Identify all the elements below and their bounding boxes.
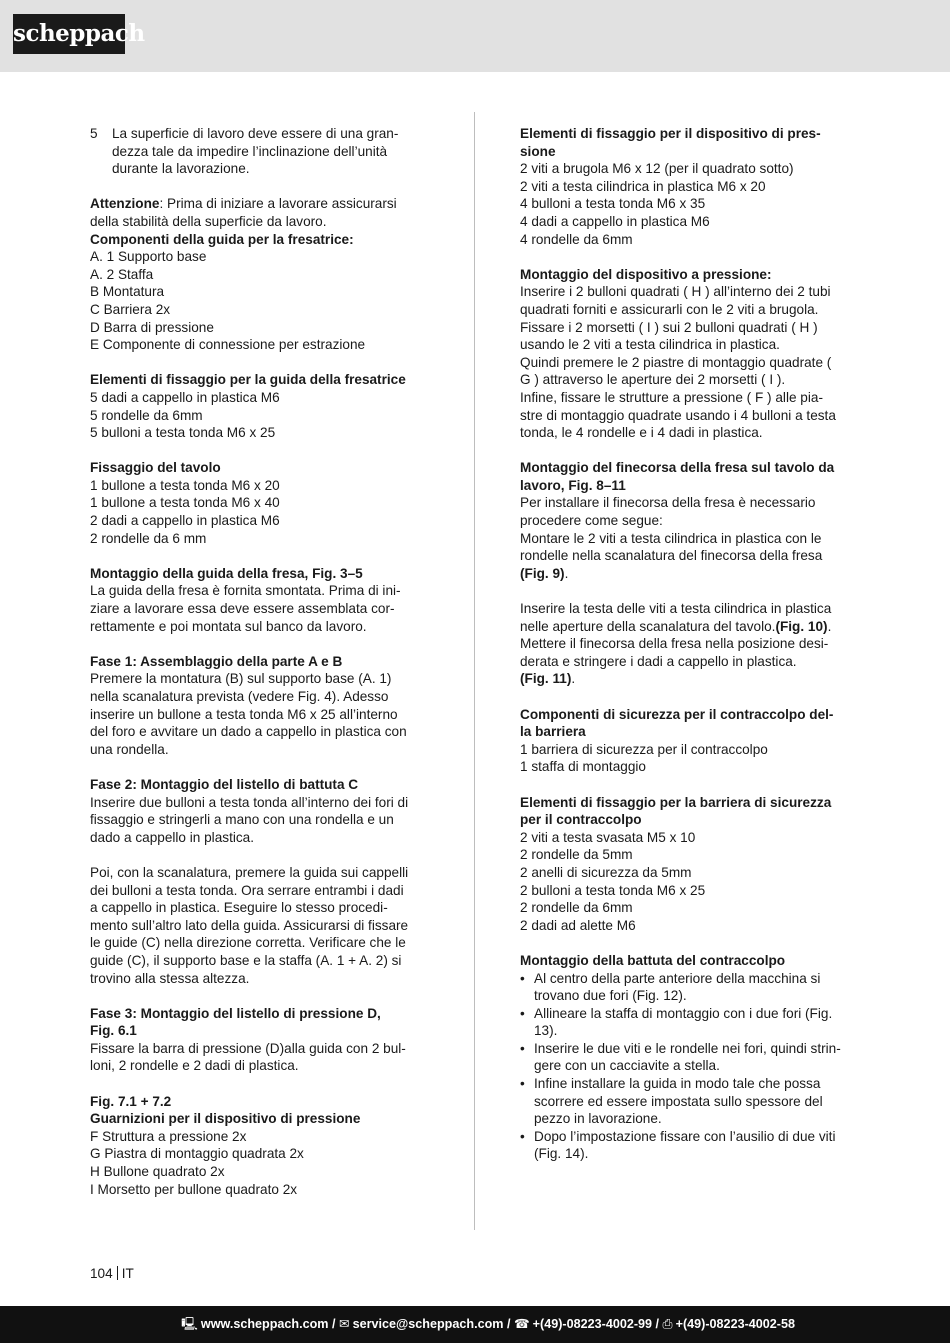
- kickback-mount-section: [520, 952, 860, 1163]
- fig-ref: (Fig. 10): [775, 618, 828, 634]
- text-line: ziare a lavorare essa deve essere assemblata cor-: [90, 601, 395, 617]
- fixing-pressure-section: [520, 125, 860, 248]
- text-line: Inserire la testa delle viti a testa cilindrica in plastica: [520, 601, 832, 617]
- period: .: [564, 565, 569, 581]
- envelope-icon: ✉: [339, 1317, 350, 1331]
- bullet-icon: •: [520, 1005, 525, 1021]
- page-number: [90, 1265, 134, 1283]
- fax-number: +(49)-08223-4002-58: [675, 1317, 795, 1331]
- list-item: D Barra di pressione: [90, 319, 214, 335]
- bullet-item: [520, 1005, 860, 1040]
- kickback-components-section: [520, 706, 860, 776]
- text-line: La guida della fresa è fornita smontata. Prima di ini-: [90, 583, 401, 599]
- list-item: 2 rondelle da 5mm: [520, 847, 633, 863]
- text-line: pezzo in lavorazione.: [534, 1111, 662, 1127]
- right-column: [520, 125, 860, 1163]
- text-line: loni, 2 rondelle e 2 dadi di plastica.: [90, 1058, 299, 1074]
- bullet-item: [520, 1040, 860, 1075]
- text-line: durante la lavorazione.: [112, 161, 250, 177]
- text-line: Dopo l’impostazione fissare con l’ausilio di due viti: [534, 1128, 836, 1144]
- scheppach-logo: scheppach: [13, 14, 125, 54]
- list-item: 2 dadi a cappello in plastica M6: [90, 513, 280, 529]
- list-item: 2 viti a testa cilindrica in plastica M6 x 20: [520, 178, 766, 194]
- attention-label: Attenzione: [90, 196, 160, 212]
- text-line: Inserire due bulloni a testa tonda all’interno dei fori di: [90, 794, 409, 810]
- text-segment: nelle aperture della scanalatura del tavolo.: [520, 618, 776, 634]
- list-item: H Bullone quadrato 2x: [90, 1164, 225, 1180]
- text-line: Per installare il finecorsa della fresa è necessario: [520, 495, 816, 511]
- list-item: B Montatura: [90, 284, 165, 300]
- text-line: usando le 2 viti a testa cilindrica in plastica.: [520, 337, 780, 353]
- fixing-guide-section: [90, 371, 430, 441]
- list-item: E Componente di connessione per estrazione: [90, 337, 366, 353]
- text-line: [520, 670, 860, 688]
- list-item: G Piastra di montaggio quadrata 2x: [90, 1146, 304, 1162]
- text-line: scorrere ed essere impostata sullo spessore del: [534, 1093, 823, 1109]
- text-line: Mettere il finecorsa della fresa nella posizione desi-: [520, 636, 829, 652]
- list-item: 4 rondelle da 6mm: [520, 231, 633, 247]
- text-line: Inserire i 2 bulloni quadrati ( H ) all’interno dei 2 tubi: [520, 284, 831, 300]
- list-item: 1 bullone a testa tonda M6 x 40: [90, 495, 280, 511]
- list-item: 5 bulloni a testa tonda M6 x 25: [90, 425, 276, 441]
- bullet-item: [520, 1128, 860, 1163]
- attention-text: : Prima di iniziare a lavorare assicurarsi: [159, 196, 397, 212]
- section-heading: Montaggio del finecorsa della fresa sul tavolo da: [520, 460, 835, 476]
- text-line: [520, 618, 860, 636]
- section-heading: lavoro, Fig. 8–11: [520, 477, 626, 493]
- list-item: 2 rondelle da 6mm: [520, 900, 633, 916]
- list-item: 4 dadi a cappello in plastica M6: [520, 213, 710, 229]
- bullet-list: [520, 970, 860, 1164]
- list-item: 5 dadi a cappello in plastica M6: [90, 389, 280, 405]
- list-item: 2 bulloni a testa tonda M6 x 25: [520, 882, 706, 898]
- text-line: [520, 565, 860, 583]
- bullet-icon: •: [520, 1128, 525, 1144]
- text-line: Infine, fissare le strutture a pressione ( F ) alle pia-: [520, 389, 823, 405]
- text-line: Inserire le due viti e le rondelle nei fori, quindi strin-: [534, 1040, 841, 1056]
- section-heading: Componenti della guida per la fresatrice:: [90, 231, 354, 247]
- section-heading: Montaggio della battuta del contraccolpo: [520, 952, 786, 968]
- list-item: 2 rondelle da 6 mm: [90, 530, 207, 546]
- text-line: Fissare la barra di pressione (D)alla guida con 2 bul-: [90, 1040, 406, 1056]
- list-item: C Barriera 2x: [90, 301, 171, 317]
- text-line: inserire un bullone a testa tonda M6 x 25 all’interno: [90, 706, 398, 722]
- list-item: A. 1 Supporto base: [90, 249, 207, 265]
- section-heading: Guarnizioni per il dispositivo di pressione: [90, 1111, 361, 1127]
- fig-ref: (Fig. 11): [520, 671, 572, 687]
- phone-number: +(49)-08223-4002-99 /: [532, 1317, 660, 1331]
- list-item: 2 viti a brugola M6 x 12 (per il quadrato sotto): [520, 161, 794, 177]
- text-line: rondelle nella scanalatura del finecorsa della fresa: [520, 548, 823, 564]
- list-item: 2 viti a testa svasata M5 x 10: [520, 829, 696, 845]
- numbered-item-5: [90, 125, 430, 178]
- column-divider: [474, 112, 475, 1230]
- footer-contact: [181, 1306, 795, 1343]
- section-heading: Componenti di sicurezza per il contraccolpo del-: [520, 706, 834, 722]
- section-heading: sione: [520, 143, 556, 159]
- text-line: una rondella.: [90, 741, 169, 757]
- language-code: IT: [121, 1266, 134, 1281]
- email-link[interactable]: service@scheppach.com /: [352, 1317, 511, 1331]
- period: .: [827, 618, 832, 634]
- website-link[interactable]: www.scheppach.com /: [200, 1317, 336, 1331]
- section-heading: per il contraccolpo: [520, 812, 642, 828]
- text-line: quadrati forniti e assicurarli con le 2 viti a brugola.: [520, 301, 819, 317]
- section-heading: Fase 2: Montaggio del listello di battuta C: [90, 776, 359, 792]
- kickback-fixing-section: [520, 794, 860, 935]
- text-line: Montare le 2 viti a testa cilindrica in plastica con le: [520, 530, 822, 546]
- list-item: 2 anelli di sicurezza da 5mm: [520, 864, 692, 880]
- text-line: derata e stringere i dadi a cappello in plastica.: [520, 653, 797, 669]
- section-heading: Fase 1: Assemblaggio della parte A e B: [90, 653, 343, 669]
- text-line: del foro e avvitare un dado a cappello in plastica con: [90, 724, 407, 740]
- list-item: 2 dadi ad alette M6: [520, 917, 636, 933]
- text-line: 13).: [534, 1023, 558, 1039]
- section-heading: Montaggio del dispositivo a pressione:: [520, 266, 772, 282]
- fig7-section: [90, 1093, 430, 1199]
- text-line: a cappello in plastica. Eseguire lo stesso procedi-: [90, 900, 388, 916]
- text-line: nella scanalatura prevista (vedere Fig. 4). Adesso: [90, 689, 389, 704]
- list-item: 5 rondelle da 6mm: [90, 407, 203, 423]
- section-heading: Fase 3: Montaggio del listello di pressione D,: [90, 1005, 381, 1021]
- text-line: La superficie di lavoro deve essere di una gran-: [112, 126, 399, 141]
- mount-pressure-section: [520, 266, 860, 442]
- section-heading: la barriera: [520, 724, 586, 740]
- list-item: 1 staffa di montaggio: [520, 759, 646, 775]
- bullet-item: [520, 970, 860, 1005]
- text-line: Poi, con la scanalatura, premere la guida sui cappelli: [90, 864, 409, 880]
- text-line: guide (C), il supporto base e la staffa (A. 1 + A. 2) si: [90, 952, 402, 968]
- text-line: trovino alla stessa altezza.: [90, 970, 250, 986]
- text-line: Quindi premere le 2 piastre di montaggio quadrate (: [520, 354, 832, 370]
- page-number-value: 104: [90, 1266, 113, 1281]
- text-line: gere con un cacciavite a stella.: [534, 1058, 720, 1074]
- text-line: dei bulloni a testa tonda. Ora serrare entrambi i dadi: [90, 882, 404, 898]
- text-line: mento sull’altro lato della guida. Assicurarsi di fissare: [90, 917, 409, 933]
- page-footer: [0, 1306, 950, 1343]
- bullet-icon: •: [520, 1040, 525, 1056]
- bullet-icon: •: [520, 1076, 525, 1092]
- text-line: Allineare la staffa di montaggio con i due fori (Fig.: [534, 1005, 833, 1021]
- text-line: le guide (C) nella direzione corretta. Verificare che le: [90, 935, 406, 951]
- components-section: [90, 231, 430, 354]
- text-line: (Fig. 14).: [534, 1146, 589, 1162]
- text-line: trovano due fori (Fig. 12).: [534, 988, 687, 1004]
- computer-icon: 🖳: [181, 1317, 198, 1331]
- left-column: [90, 125, 430, 1198]
- text-line: Premere la montatura (B) sul supporto base (A. 1): [90, 671, 392, 687]
- section-heading: Fig. 7.1 + 7.2: [90, 1093, 172, 1109]
- section-heading: Fissaggio del tavolo: [90, 460, 221, 476]
- list-item: F Struttura a pressione 2x: [90, 1128, 247, 1144]
- section-heading: Montaggio della guida della fresa, Fig. 3–5: [90, 565, 363, 581]
- list-item: I Morsetto per bullone quadrato 2x: [90, 1181, 298, 1197]
- text-line: della stabilità della superficie da lavoro.: [90, 213, 327, 229]
- text-line: tonda, le 4 rondelle e i 4 dadi in plastica.: [520, 425, 763, 441]
- section-heading: Elementi di fissaggio per la barriera di sicurezza: [520, 794, 832, 810]
- fig-ref: (Fig. 9): [520, 565, 565, 581]
- list-item: A. 2 Staffa: [90, 266, 154, 282]
- text-line: Fissare i 2 morsetti ( I ) sui 2 bulloni quadrati ( H ): [520, 319, 818, 335]
- text-line: procedere come segue:: [520, 513, 663, 529]
- mount-stop-section: [520, 459, 860, 582]
- bullet-icon: •: [520, 970, 525, 986]
- page-header: [0, 0, 950, 72]
- section-heading: Elementi di fissaggio per il dispositivo di pres-: [520, 126, 821, 141]
- text-line: dezza tale da impedire l’inclinazione dell’unità: [112, 143, 388, 159]
- list-item: 1 barriera di sicurezza per il contraccolpo: [520, 741, 768, 757]
- item-number: 5: [90, 126, 98, 141]
- phase2-section: [90, 776, 430, 846]
- text-line: stre di montaggio quadrate usando i 4 bulloni a testa: [520, 407, 836, 423]
- text-line: Al centro della parte anteriore della macchina si: [534, 970, 821, 986]
- text-line: rettamente e poi montata sul banco da lavoro.: [90, 618, 367, 634]
- mounting-guide-section: [90, 565, 430, 635]
- period: .: [571, 671, 576, 687]
- phase3-section: [90, 1005, 430, 1075]
- list-item: 1 bullone a testa tonda M6 x 20: [90, 477, 280, 493]
- telephone-icon: ☎: [513, 1317, 530, 1331]
- text-line: Infine installare la guida in modo tale che possa: [534, 1076, 821, 1092]
- text-line: G ) attraverso le aperture dei 2 morsetti ( I ).: [520, 372, 786, 388]
- list-item: 4 bulloni a testa tonda M6 x 35: [520, 196, 706, 212]
- text-line: dado a cappello in plastica.: [90, 829, 254, 845]
- fax-icon: ⎙: [662, 1317, 673, 1331]
- bullet-item: [520, 1075, 860, 1128]
- text-line: [90, 195, 430, 213]
- mount-stop-paragraph: [520, 600, 860, 688]
- section-heading: Fig. 6.1: [90, 1023, 137, 1039]
- text-line: fissaggio e stringerli a mano con una rondella e un: [90, 812, 394, 828]
- table-fixing-section: [90, 459, 430, 547]
- section-heading: Elementi di fissaggio per la guida della fresatrice: [90, 372, 406, 388]
- attention-note: [90, 195, 430, 230]
- phase1-section: [90, 653, 430, 759]
- phase2-paragraph: [90, 864, 430, 987]
- page-separator: [117, 1266, 118, 1280]
